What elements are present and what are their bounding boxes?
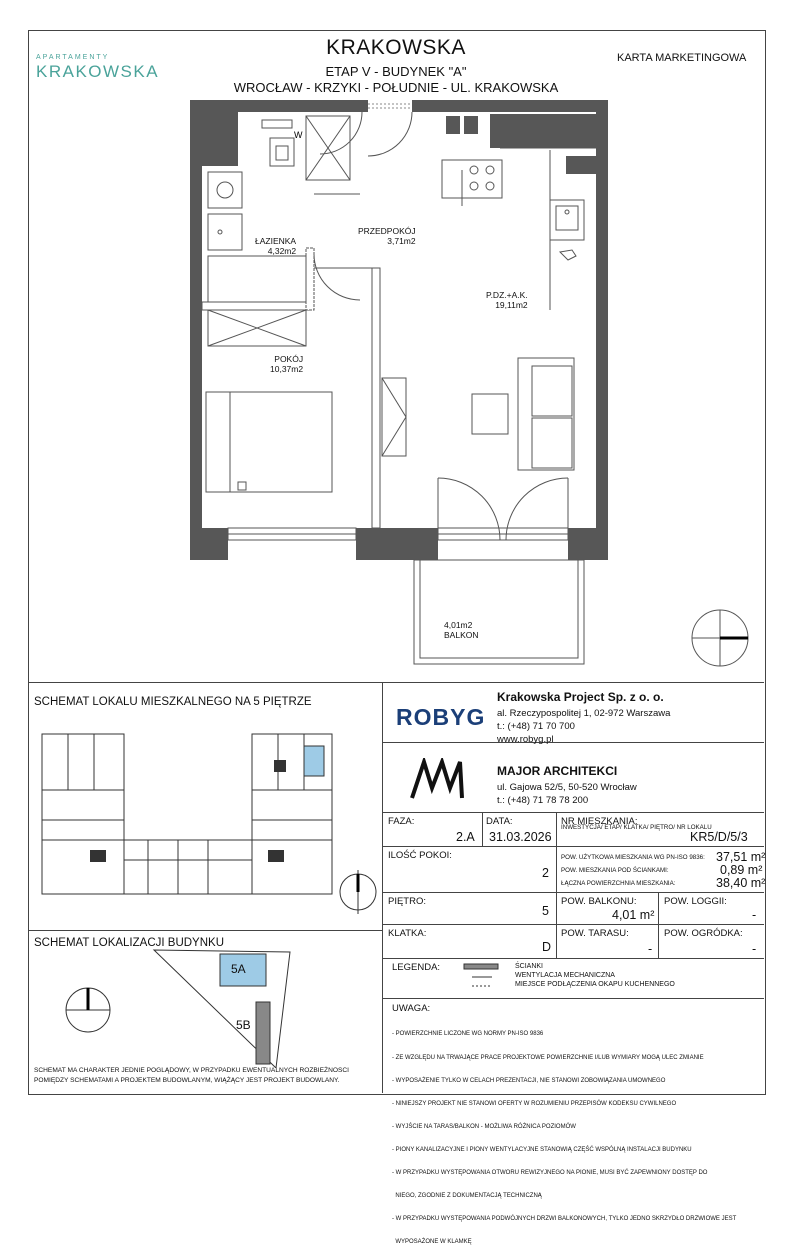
building-5b-label: 5B [236,1018,251,1032]
divider [482,812,483,846]
logo-apartamenty-small: APARTAMENTY [36,54,110,61]
room-hallway [358,226,416,246]
legend-item-scianki: ŚCIANKI [515,963,544,970]
robyg-logo: ROBYG [396,704,486,730]
legend-item-okap: MIEJSCE PODŁĄCZENIA OKAPU KUCHENNEGO [515,981,675,988]
pietro-value: 5 [542,904,549,918]
divider [382,998,764,999]
legend-list [515,962,675,989]
disclaimer: SCHEMAT MA CHARAKTER JEDNIE POGLĄDOWY, W PRZYPADKU EWENTUALNYCH ROZBIEŻNOSCI POMIĘDZY SCHEMATAMI A PROJEKTEM BUDOWLANYM, WIĄŻĄCY JEST PROJEKT BUDOWLANY. [34,1067,349,1084]
room-name: POKÓJ [274,354,304,364]
notes-title: UWAGA: [392,1003,431,1014]
room-balcony [444,620,479,640]
data-value: 31.03.2026 [489,830,552,844]
doc-type-label: KARTA MARKETINGOWA [617,52,747,64]
floor-schema [38,730,378,920]
legend-title: LEGENDA: [392,962,441,973]
schemat-budynku-title: SCHEMAT LOKALIZACJI BUDYNKU [34,937,225,949]
divider [382,958,764,959]
balkon-value: 4,01 m² [612,908,655,922]
room-living [486,290,528,310]
pokoje-value: 2 [542,866,549,880]
pod-scian-value: 0,89 m² [720,863,763,877]
divider [382,924,764,925]
room-area: 4,01m2 [444,620,473,630]
nr-value: KR5/D/5/3 [690,830,748,844]
klatka-label: KLATKA: [388,928,427,939]
balkon-label: POW. BALKONU: [561,896,637,907]
building-5a-label: 5A [231,962,246,976]
page-title: KRAKOWSKA [326,36,466,59]
location-subtitle: WROCŁAW - KRZYKI - POŁUDNIE - UL. KRAKOWSKA [233,80,559,95]
room-area: 4,32m2 [267,246,297,256]
nr-sublabel: INWESTYCJA/ ETAP/ KLATKA/ PIĘTRO/ NR LOKALU [561,824,712,831]
building-location-schema [40,948,340,1068]
schemat-lokalu-title: SCHEMAT LOKALU MIESZKALNEGO NA 5 PIĘTRZE [34,696,312,708]
pod-scian-label: POW. MIESZKANIA POD ŚCIANKAMI: [561,867,669,874]
pietro-label: PIĘTRO: [388,896,427,907]
pokoje-label: ILOŚĆ POKOI: [388,850,452,861]
divider [382,812,764,813]
w-mark: W [294,130,303,140]
divider [382,892,764,893]
laczna-label: ŁĄCZNA POWIERZCHNIA MIESZKANIA: [561,880,676,887]
room-name: PRZEDPOKÓJ [358,226,416,236]
notes-list: - POWIERZCHNIE LICZONE WG NORMY PN-ISO 9836 - ZE WZGLĘDU NA TRWAJĄCE PRACE PROJEKTOWE POWIERZCHNIE I/LUB WYMIARY MOGĄ ULEC ZMIANIE - WYPOSAŻENIE TYLKO W CELACH PREZENTACJI, NIE STANOWI ZOBOWIĄZANIA UMOWNEGO - NINIEJSZY PROJEKT NIE STANOWI OFERTY W ROZUMIENIU PRZEPISÓW KODEKSU CYWILNEGO - WYJŚCIE NA TARAS/BALKON - MOŻLIWA RÓŻNICA POZIOMÓW - PIONY KANALIZACYJNE I PIONY WENTYLACYJNE STANOWIĄ CZĘŚĆ WSPÓLNĄ INSTALACJI BUDYNKU - W PRZYPADKU WYSTĘPOWANIA OTWORU REWIZYJNEGO NA PIONIE, MUSI BYĆ ZAPEWNIONY DOSTĘP DO NIEGO, ZGODNIE Z DOKUMENTACJĄ TECHNICZNĄ - W PRZYPADKU WYSTĘPOWANIA PODWÓJNYCH DRZWI BALKONOWYCH, TYLKO JEDNO SKRZYDŁO DRZWIOWE JEST WYPOSAŻONE W KLAMKĘ [392,1031,737,1246]
loggia-label: POW. LOGGII: [664,896,727,907]
major-logo-icon [410,758,464,802]
room-area: 10,37m2 [270,364,304,374]
room-name: BALKON [444,630,479,640]
data-label: DATA: [486,816,513,827]
divider [382,846,764,847]
room-bathroom [255,236,296,256]
architect-info: MAJOR ARCHITEKCI ul. Gajowa 52/5, 50-520 Wrocław t.: (+48) 71 78 78 200 [497,764,637,806]
klatka-value: D [542,940,552,954]
legend-item-wentylacja: WENTYLACJA MECHANICZNA [515,972,615,979]
ogrodek-label: POW. OGRÓDKA: [664,928,743,939]
nr-label: NR MIESZKANIA: [561,816,638,827]
laczna-value: 38,40 m² [716,876,766,890]
divider [382,682,383,1093]
logo-krakowska: KRAKOWSKA [36,62,160,81]
divider [28,682,764,683]
uzytkowa-label: POW. UŻYTKOWA MIESZKANIA WG PN-ISO 9836: [561,854,705,861]
stage-subtitle: ETAP V - BUDYNEK "A" [325,64,467,79]
room-area: 3,71m2 [387,236,416,246]
taras-label: POW. TARASU: [561,928,629,939]
divider [28,930,382,931]
divider [556,812,557,958]
room-bedroom [270,354,303,374]
taras-value: - [648,942,653,956]
ogrodek-value: - [752,942,757,956]
room-name: ŁAZIENKA [255,236,297,246]
room-area: 19,11m2 [495,300,528,310]
faza-label: FAZA: [388,816,415,827]
faza-value: 2.A [456,830,475,844]
room-name: P.DZ.+A.K. [486,290,528,300]
developer-info: Krakowska Project Sp. z o. o. al. Rzeczypospolitej 1, 02-972 Warszawa t.: (+48) 71 70 700 www.robyg.pl [497,690,671,745]
divider [658,892,659,958]
legend-symbols [462,962,502,992]
uzytkowa-value: 37,51 m² [716,850,766,864]
loggia-value: - [752,908,757,922]
